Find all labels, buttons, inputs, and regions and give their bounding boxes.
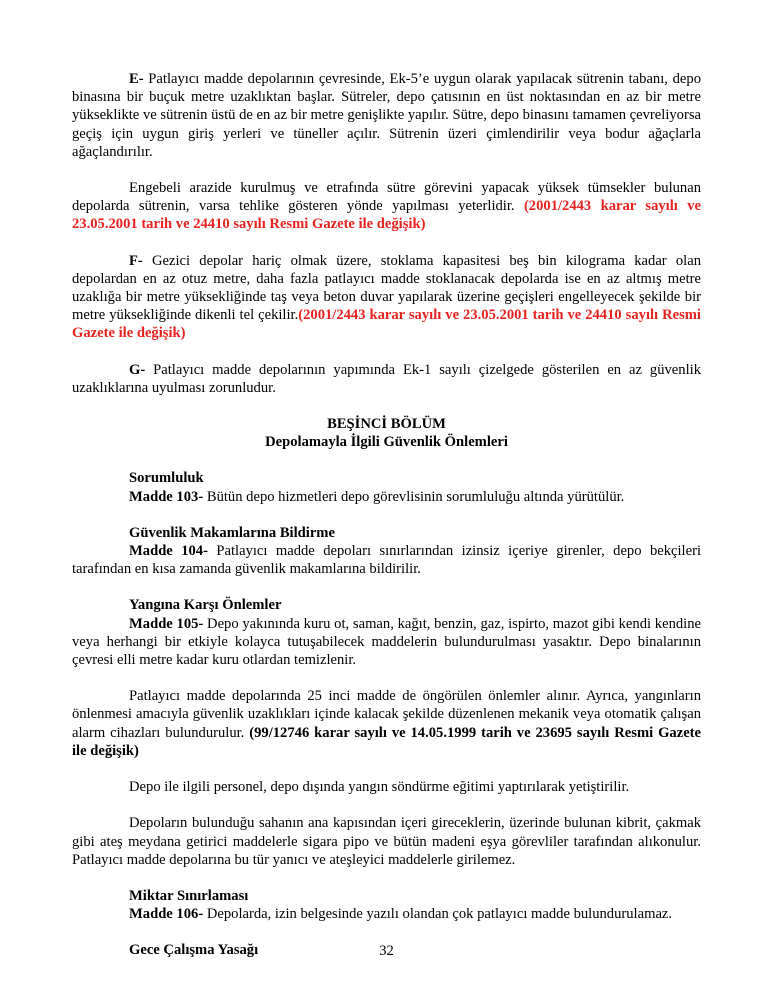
article-heading: Miktar Sınırlaması	[129, 887, 249, 904]
amendment-note: (99/12746 karar sayılı ve 14.05.1999 tarih ve 23695 sayılı Resmi Gazete ile değişik)	[72, 724, 702, 759]
amendment-note: (2001/2443 karar sayılı ve 23.05.2001 tarih ve 24410 sayılı Resmi Gazete ile değişik)	[72, 307, 701, 342]
document-page	[72, 70, 701, 960]
article-text: Patlayıcı madde depolarında 25 inci madde de öngörülen önlemler alınır. Ayrıca, yangınların önlenmesi amacıyla güvenlik uzaklıkları içinde kalacak şekilde düzenlenen mekanik veya otomatik çalışan alarm cihazları bulundurulur.	[72, 688, 701, 741]
article-label: Madde 104-	[129, 543, 208, 560]
article-105-paragraph-3: Depo ile ilgili personel, depo dışında yangın söndürme eğitimi yaptırılarak yetiştirilir.	[129, 779, 630, 796]
article-label: Madde 106-	[129, 906, 204, 923]
article-104	[72, 542, 701, 578]
article-heading: Güvenlik Makamlarına Bildirme	[129, 524, 335, 541]
article-heading: Gece Çalışma Yasağı	[129, 942, 259, 959]
section-title: BEŞİNCİ BÖLÜM	[327, 416, 446, 433]
paragraph-g-text: Patlayıcı madde depolarının yapımında Ek-1 sayılı çizelgede gösterilen en az güvenlik uzaklıklarına uyulması zorunludur.	[72, 361, 701, 396]
article-text: Bütün depo hizmetleri depo görevlisinin sorumluluğu altında yürütülür.	[203, 488, 625, 505]
article-105	[72, 615, 701, 670]
section-subtitle: Depolamayla İlgili Güvenlik Önlemleri	[265, 434, 508, 451]
article-heading: Sorumluluk	[129, 470, 204, 487]
article-text: Depolarda, izin belgesinde yazılı olandan çok patlayıcı madde bulundurulamaz.	[203, 906, 673, 923]
item-label-e: E-	[129, 71, 144, 87]
article-label: Madde 105-	[129, 615, 204, 632]
paragraph-f-text: Gezici depolar hariç olmak üzere, stoklama kapasitesi beş bin kilograma kadar olan depolardan en az otuz metre, daha fazla patlayıcı madde stoklanacak depolarda ise en az altmış metre uzaklığa bir metre yüksekliğinde taş veya beton duvar yapılarak üzerine geçişleri engelleyecek şekilde bir metre yüksekliğinde dikenli tel çekilir.	[72, 252, 701, 324]
page-number: 32	[379, 943, 394, 959]
paragraph-g	[72, 361, 701, 397]
article-text: Patlayıcı madde depoları sınırlarından izinsiz içeriye girenler, depo bekçileri tarafından en kısa zamanda güvenlik makamlarına bildirilir.	[72, 543, 701, 578]
paragraph-f	[72, 252, 701, 343]
article-105-paragraph-4: Depoların bulunduğu sahanın ana kapısından içeri gireceklerin, üzerinde bulunan kibrit, çakmak gibi ateş meydana getirici maddelerle sigara pipo ve bütün madeni eşya görevliler tarafından alıkonulur. Patlayıcı madde depolarına bu tür yanıcı ve ateşleyici maddelerle girilemez.	[72, 815, 701, 868]
article-heading: Yangına Karşı Önlemler	[129, 597, 282, 614]
article-103	[72, 488, 701, 506]
article-text: Depo yakınında kuru ot, saman, kağıt, benzin, gaz, ispirto, mazot gibi kendi kendine veya herhangi bir etkiyle kolayca tutuşabilecek maddelerin bulundurulması yasaktır. Depo binalarının çevresi elli metre kadar kuru otlardan temizlenir.	[72, 615, 701, 669]
amendment-note: (2001/2443 karar sayılı ve 23.05.2001 tarih ve 24410 sayılı Resmi Gazete ile değişik)	[72, 198, 701, 233]
article-106	[72, 905, 701, 923]
paragraph-e-text: Patlayıcı madde depolarının çevresinde, Ek-5’e uygun olarak yapılacak sütrenin tabanı, depo binasına bir buçuk metre uzaklıktan başlar. Sütreler, depo çatısının en üst noktasından en az bir metre yükseklikte ve sütrenin üstü de en az bir metre genişlikte yapılır. Sütre, depo binasını tamamen çevreliyorsa geçiş için uygun giriş yerleri ve tüneller açılır. Sütrenin üzeri çimlendirilir veya bodur ağaçlarla ağaçlandırılır.	[72, 71, 701, 160]
paragraph-e	[72, 70, 701, 161]
article-105-paragraph-2	[72, 687, 701, 760]
paragraph-engebeli-text: Engebeli arazide kurulmuş ve etrafında sütre görevini yapacak yüksek tümsekler bulunan depolarda sütrenin, varsa tehlike gösteren yönde yapılması yeterlidir.	[72, 180, 701, 215]
paragraph-engebeli	[72, 179, 701, 234]
item-label-f: F-	[129, 252, 143, 269]
item-label-g: G-	[129, 361, 146, 378]
article-label: Madde 103-	[129, 488, 204, 505]
